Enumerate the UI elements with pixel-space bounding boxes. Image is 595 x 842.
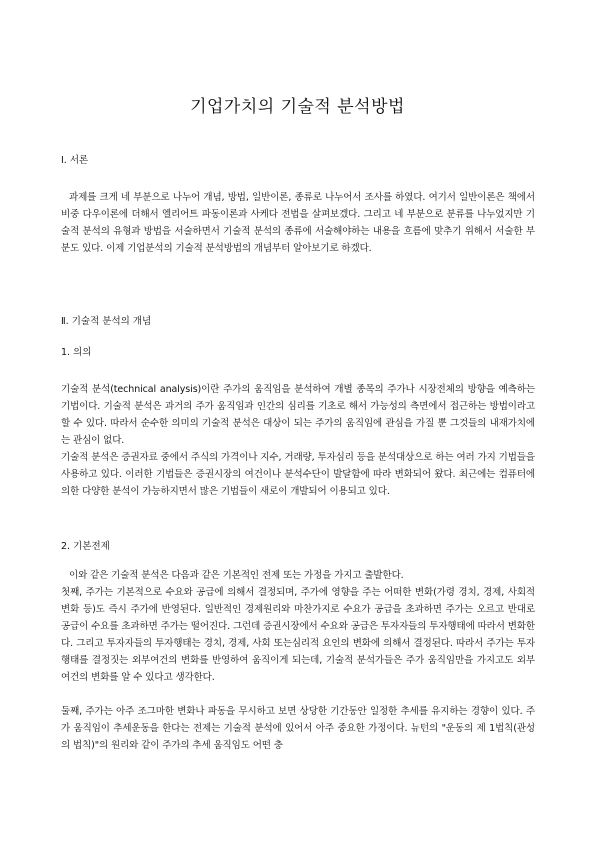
subsection-2-paragraph-1: 이와 같은 기술적 분석은 다음과 같은 기본적인 전제 또는 가정을 가지고 출발한다. [69,570,404,581]
subsection-2-paragraph-2: 첫째, 주가는 기본적으로 수요와 공급에 의해서 결정되며, 주가에 영향을 주는 어떠한 변화(가령 경치, 경제, 사회적 변화 등)도 즉시 주가에 반영된다. 일반적인 경제원리와 마찬가지로 수요가 공급을 초과하면 주가는 오르고 반대로 공급이 수요를 초과하면 주가는 떨어진다. 그런데 증권시장에서 수요와 공급은 투자자들의 투자행태에 따라서 변화한다. 그리고 투자자들의 투자행태는 경치, 경제, 사회 또는심리적 요인의 변화에 의해서 결정된다. 따라서 주가는 투자행태를 결정짓는 외부여건의 변화를 반영하여 움직이게 되는데, 기술적 분석가들은 주가 움직임만을 가지고도 외부 여건의 변화를 알 수 있다고 생각한다. [61,587,535,683]
section-1-heading: Ⅰ. 서론 [61,155,89,166]
subsection-2-heading: 2. 기본전제 [61,541,110,552]
document-title: 기업가치의 기술적 분석방법 [190,97,405,117]
section-1-paragraph: 과제를 크게 네 부분으로 나누어 개념, 방법, 일반이론, 종류로 나누어서 조사를 하였다. 여기서 일반이론은 책에서 비중 다우이론에 더해서 엘리어트 파동이론과 사케다 전법을 살펴보겠다. 그리고 네 부분으로 분류를 나누었지만 기술적 분석의 유형과 방법을 서술하면서 기술적 분석의 종류에 서술해야하는 내용을 흐름에 맞추기 위해서 서술한 부분도 있다. 이제 기업분석의 기술적 분석방법의 개념부터 알아보기로 하겠다. [61,192,535,254]
section-2-heading: Ⅱ. 기술적 분석의 개념 [61,316,152,327]
subsection-1-heading: 1. 의의 [61,347,92,358]
subsection-2-paragraph-3: 둘째, 주가는 아주 조그마한 변화나 파동을 무시하고 보면 상당한 기간동안 일정한 추세를 유지하는 경향이 있다. 주가 움직임이 추세운동을 한다는 전제는 기술적 분석에 있어서 아주 중요한 가정이다. 뉴턴의 "운동의 제 1법칙(관성의 법칙)"의 원리와 같이 주가의 추세 움직임도 어떤 충 [61,706,535,751]
subsection-1-paragraph-2: 기술적 분석은 증권자료 중에서 주식의 가격이나 지수, 거래량, 투자심리 등을 분석대상으로 하는 여러 가지 기법들을 사용하고 있다. 이러한 기법들은 증권시장의 여건이나 분석수단이 발달함에 따라 변화되어 왔다. 최근에는 컴퓨터에 의한 다양한 분석이 가능하지면서 많은 기법들이 새로이 개발되어 이용되고 있다. [61,452,535,497]
subsection-1-paragraph-1: 기술적 분석(technical analysis)이란 주가의 움직임을 분석하여 개별 종목의 주가나 시장전체의 방향을 예측하는 기법이다. 기술적 분석은 과거의 주가 움직임과 인간의 심리를 기초로 해서 가능성의 측면에서 접근하는 방법이라고 할 수 있다. 따라서 순수한 의미의 기술적 분석은 대상이 되는 주가의 움직임에 관심을 가질 뿐 그것들의 내재가치에는 관심이 없다. [61,384,535,446]
